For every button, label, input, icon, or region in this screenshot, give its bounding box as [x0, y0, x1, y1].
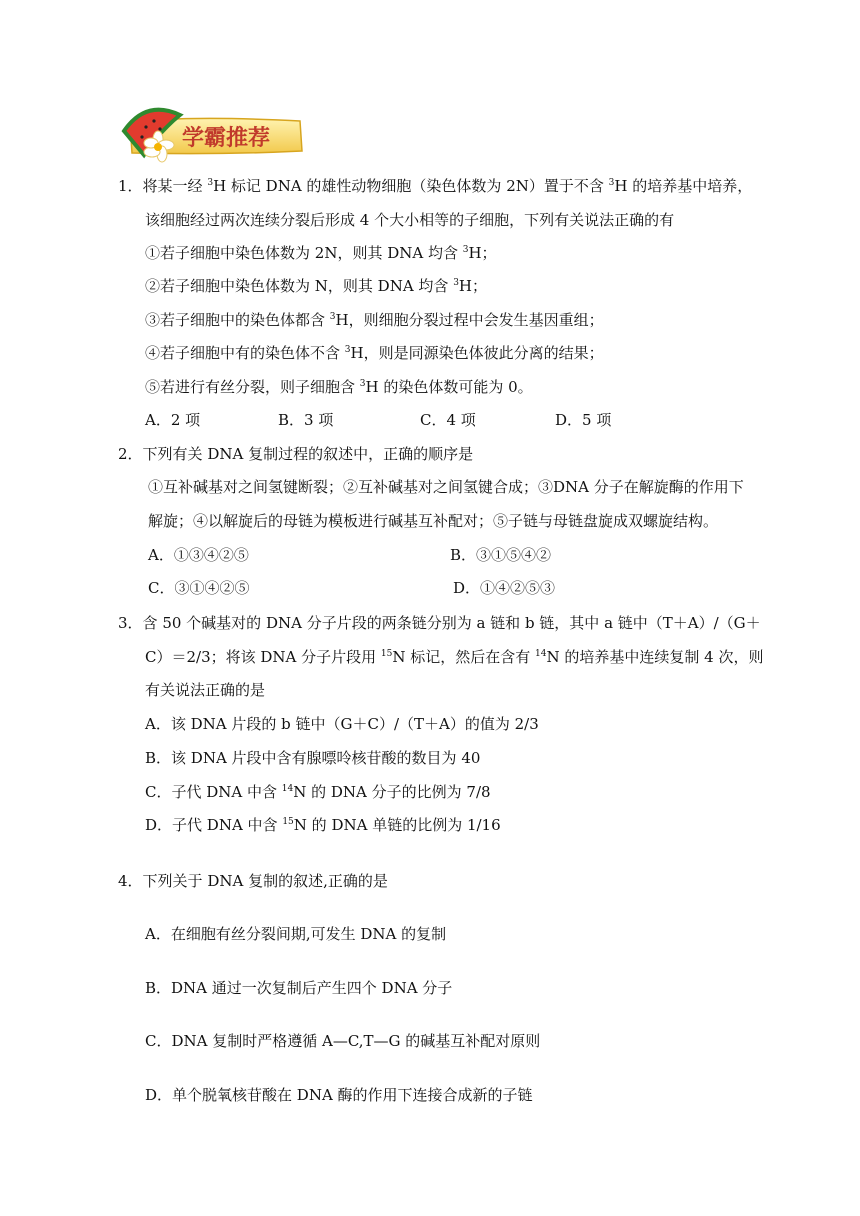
question-1-option-c: C．4 项 — [420, 411, 476, 429]
question-3-stem-line-1: 3．含 50 个碱基对的 DNA 分子片段的两条链分别为 a 链和 b 链，其中 a 链中（T＋A）/（G＋ — [118, 614, 761, 632]
question-1-statement-4: ④若子细胞中有的染色体不含 $^3$H，则是同源染色体彼此分离的结果； — [145, 344, 604, 362]
question-1-stem-line-2: 该细胞经过两次连续分裂后形成 4 个大小相等的子细胞，下列有关说法正确的有 — [145, 211, 675, 229]
question-4-option-b: B．DNA 通过一次复制后产生四个 DNA 分子 — [145, 979, 453, 997]
question-3-option-b: B．该 DNA 片段中含有腺嘌呤核苷酸的数目为 40 — [145, 749, 481, 767]
question-4-stem: 4．下列关于 DNA 复制的叙述,正确的是 — [118, 872, 388, 890]
question-3-stem-line-2: C）＝2/3；将该 DNA 分子片段用 $^{15}$N 标记，然后在含有 $^{14}$N 的培养基中连续复制 4 次，则 — [145, 648, 764, 666]
recommendation-badge — [120, 97, 305, 163]
question-2-statement-line-2: 解旋；④以解旋后的母链为模板进行碱基互补配对；⑤子链与母链盘旋成双螺旋结构。 — [148, 512, 719, 530]
question-2-statement-line-1: ①互补碱基对之间氢键断裂；②互补碱基对之间氢键合成；③DNA 分子在解旋酶的作用下 — [148, 478, 744, 496]
question-2-option-a: A．①③④②⑤ — [148, 546, 249, 564]
question-2-option-b: B．③①⑤④② — [450, 546, 552, 564]
question-3-option-a: A．该 DNA 片段的 b 链中（G＋C）/（T＋A）的值为 2/3 — [145, 715, 539, 733]
question-4-option-d: D．单个脱氧核苷酸在 DNA 酶的作用下连接合成新的子链 — [145, 1086, 533, 1104]
question-1-stem-line-1: 1．将某一经 $^3$H 标记 DNA 的雄性动物细胞（染色体数为 2N）置于不含 $^3$H 的培养基中培养， — [118, 177, 753, 195]
badge-label: 学霸推荐 — [182, 126, 271, 151]
question-3-option-d: D．子代 DNA 中含 $^{15}$N 的 DNA 单链的比例为 1/16 — [145, 816, 501, 834]
question-3-option-c: C．子代 DNA 中含 $^{14}$N 的 DNA 分子的比例为 7/8 — [145, 783, 491, 801]
question-3-stem-line-3: 有关说法正确的是 — [145, 681, 266, 699]
question-2-option-d: D．①④②⑤③ — [453, 579, 556, 597]
question-1-statement-3: ③若子细胞中的染色体都含 $^3$H，则细胞分裂过程中会发生基因重组； — [145, 311, 604, 329]
question-1-statement-2: ②若子细胞中染色体数为 N，则其 DNA 均含 $^3$H； — [145, 277, 488, 295]
question-4-option-a: A．在细胞有丝分裂间期,可发生 DNA 的复制 — [145, 925, 447, 943]
question-1-statement-5: ⑤若进行有丝分裂，则子细胞含 $^3$H 的染色体数可能为 0。 — [145, 378, 533, 396]
question-1-statement-1: ①若子细胞中染色体数为 2N，则其 DNA 均含 $^3$H； — [145, 244, 497, 262]
question-2-option-c: C．③①④②⑤ — [148, 579, 250, 597]
question-4-option-c: C．DNA 复制时严格遵循 A—C,T—G 的碱基互补配对原则 — [145, 1032, 541, 1050]
question-1-option-d: D．5 项 — [555, 411, 612, 429]
question-2-stem: 2．下列有关 DNA 复制过程的叙述中，正确的顺序是 — [118, 445, 474, 463]
watermelon-flower-icon — [120, 97, 305, 163]
question-1-option-a: A．2 项 — [145, 411, 201, 429]
question-1-option-b: B．3 项 — [278, 411, 334, 429]
